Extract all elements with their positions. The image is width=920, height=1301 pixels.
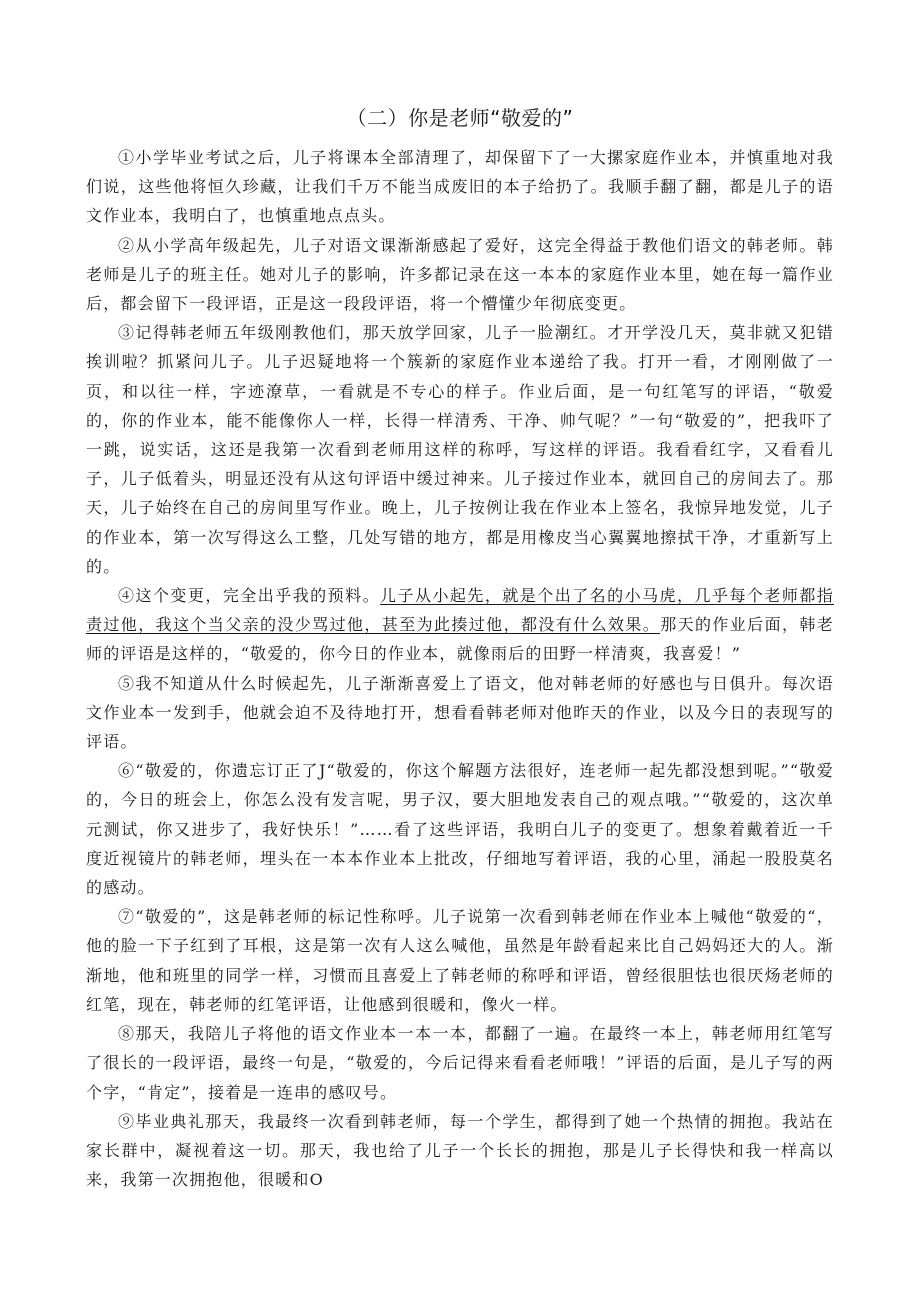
article-body [86, 143, 834, 1194]
paragraph-1: ①小学毕业考试之后，儿子将课本全部清理了，却保留下了一大摞家庭作业本，并慎重地对我们说，这些他将恒久珍藏，让我们千万不能当成废旧的本子给扔了。我顺手翻了翻，都是儿子的语文作业本，我明白了，也慎重地点点头。 [86, 148, 834, 226]
underlined-sentence: 儿子从小起先，就是个出了名的小马虎，几乎每个老师都指责过他，我这个当父亲的没少骂过他，甚至为此揍过他，都没有什么效果。 [86, 586, 834, 635]
paragraph-5: ⑤我不知道从什么时候起先，儿子渐渐喜爱上了语文，他对韩老师的好感也与日俱升。每次语文作业本一发到手，他就会迫不及待地打开，想看看韩老师对他昨天的作业，以及今日的表现写的评语。 [86, 673, 834, 752]
paragraph-3: ③记得韩老师五年级刚教他们，那天放学回家，儿子一脸潮红。才开学没几天，莫非就又犯错挨训啦？抓紧问儿子。儿子迟疑地将一个簇新的家庭作业本递给了我。打开一看，才刚刚做了一页，和以往一样，字迹潦草，一看就是不专心的样子。作业后面，是一句红笔写的评语，“敬爱的，你的作业本，能不能像你人一样，长得一样清秀、干净、帅气呢？”一句“敬爱的”，把我吓了一跳，说实话，这还是我第一次看到老师用这样的称呼，写这样的评语。我看看红字，又看看儿子，儿子低着头，明显还没有从这句评语中缓过神来。儿子接过作业本，就回自己的房间去了。那天，儿子始终在自己的房间里写作业。晚上，儿子按例让我在作业本上签名，我惊异地发觉，儿子的作业本，第一次写得这么工整，几处写错的地方，都是用橡皮当心翼翼地擦拭干净，才重新写上的。 [86, 323, 834, 576]
paragraph-4-tail: 那天的作业后面，韩老师的评语是这样的，“敬爱的，你今日的作业本，就像雨后的田野一样清爽，我喜爱！” [86, 615, 834, 664]
paragraph-2: ②从小学高年级起先，儿子对语文课渐渐感起了爱好，这完全得益于教他们语文的韩老师。韩老师是儿子的班主任。她对儿子的影响，许多都记录在这一本本的家庭作业本里，她在每一篇作业后，都会留下一段评语，正是这一段段评语，将一个懵懂少年彻底变更。 [86, 235, 834, 314]
paragraph-4 [86, 581, 834, 669]
paragraph-7: ⑦“敬爱的”，这是韩老师的标记性称呼。儿子说第一次看到韩老师在作业本上喊他“敬爱的“，他的脸一下子红到了耳根，这是第一次有人这么喊他，虽然是年龄看起来比自己妈妈还大的人。渐渐地，他和班里的同学一样，习惯而且喜爱上了韩老师的称呼和评语，曾经很胆怯也很厌炀老师的红笔，现在，韩老师的红笔评语，让他感到很暖和，像火一样。 [86, 907, 834, 1014]
paragraph-9: ⑨毕业典礼那天，我最终一次看到韩老师，每一个学生，都得到了她一个热情的拥抱。我站在家长群中，凝视着这一切。那天，我也给了儿子一个长长的拥抱，那是儿子长得快和我一样高以来，我第一次拥抱他，很暖和O [86, 1111, 834, 1190]
paragraph-4-lead: ④这个变更，完全出乎我的预料。 [118, 586, 381, 606]
paragraph-6: ⑥“敬爱的，你遗忘订正了J“敬爱的，你这个解题方法很好，连老师一起先都没想到呢。”“敬爱的，今日的班会上，你怎么没有发言呢，男子汉，要大胆地发表自己的观点哦。”“敬爱的，这次单元测试，你又进步了，我好快乐！”……看了这些评语，我明白儿子的变更了。想象着戴着近一千度近视镜片的韩老师，埋头在一本本作业本上批改，仔细地写着评语，我的心里，涌起一股股莫名的感动。 [86, 761, 834, 898]
paragraph-8: ⑧那天，我陪儿子将他的语文作业本一本一本，都翻了一遍。在最终一本上，韩老师用红笔写了很长的一段评语，最终一句是，“敬爱的，今后记得来看看老师哦！”评语的后面，是儿子写的两个字，“肯定”，接着是一连串的感叹号。 [86, 1024, 834, 1102]
article-title: （二）你是老师“敬爱的” [346, 106, 574, 130]
